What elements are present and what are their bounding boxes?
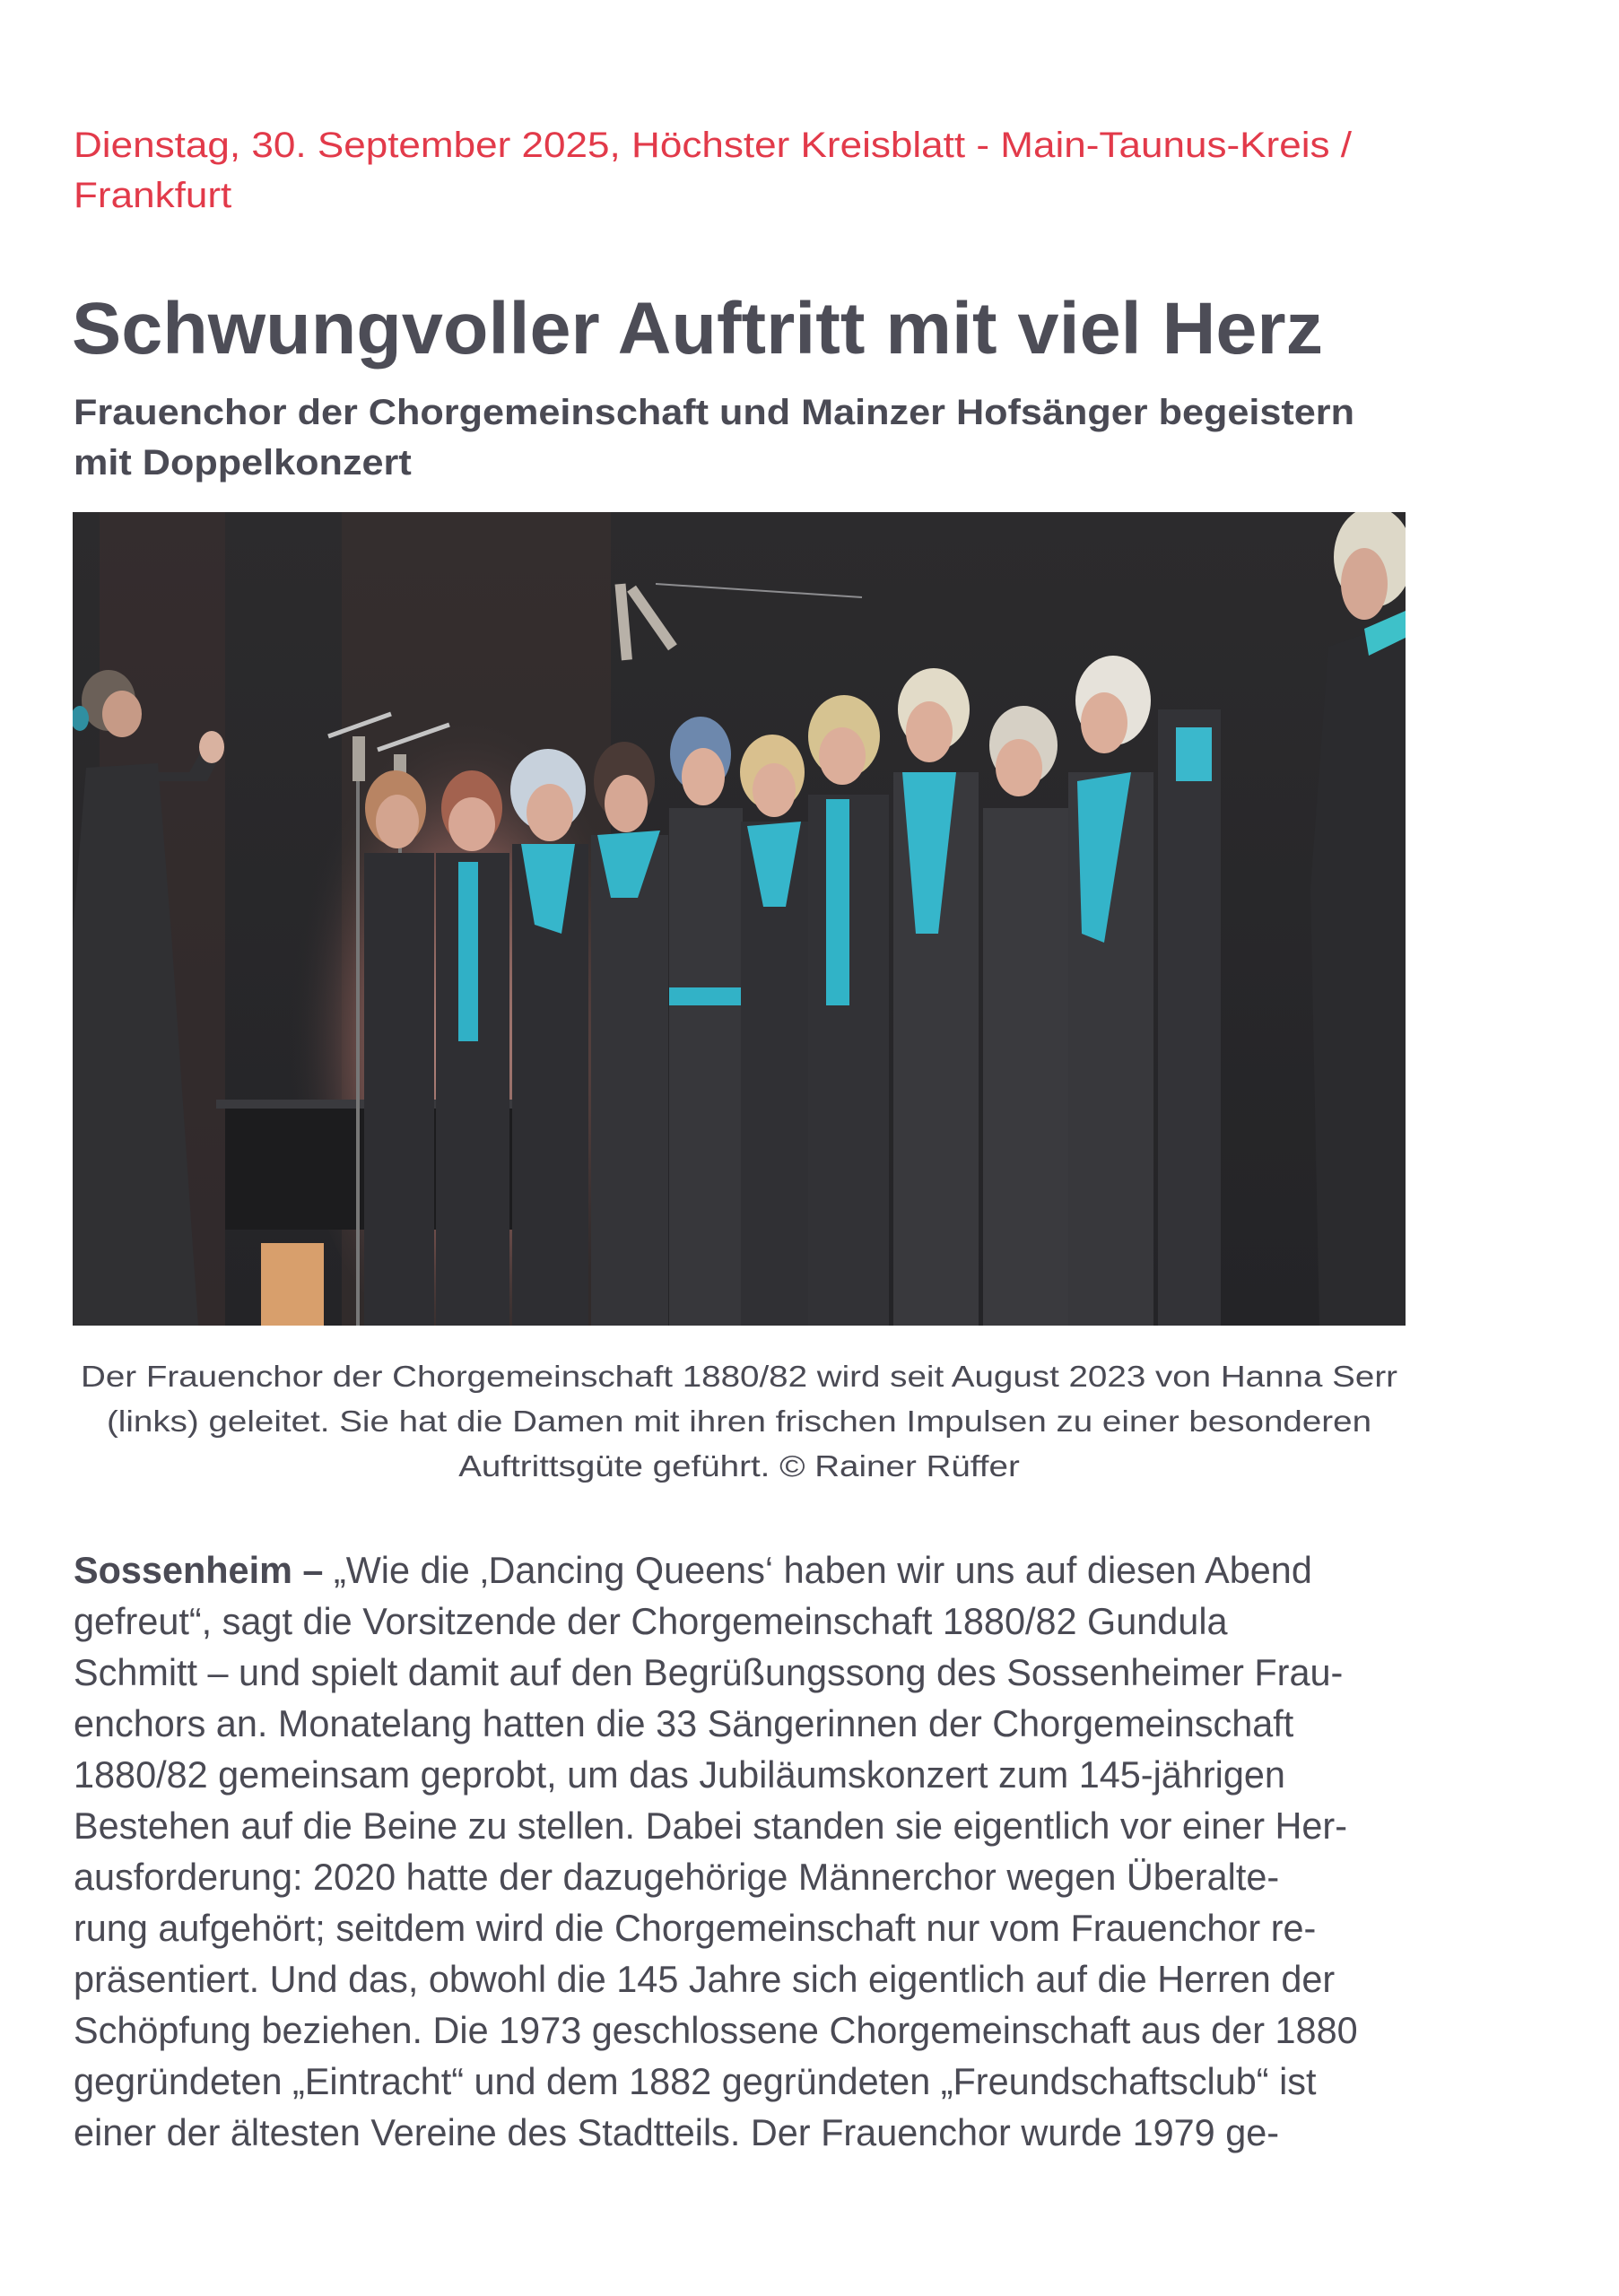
body-line: einer der ältesten Vereine des Stadtteils. Der Frauenchor wurde 1979 ge- bbox=[74, 2111, 1280, 2153]
subtitle-line: Frauenchor der Chorgemeinschaft und Mainzer Hofsänger begeistern bbox=[74, 393, 1354, 432]
body-line: gegründeten „Eintracht“ und dem 1882 gegründeten „Freundschaftsclub“ ist bbox=[74, 2060, 1317, 2102]
stool bbox=[261, 1243, 324, 1326]
body-line: ausforderung: 2020 hatte der dazugehörige Männerchor wegen Überalte- bbox=[74, 1856, 1280, 1898]
photo-caption bbox=[73, 1354, 1406, 1498]
caption-line: Der Frauenchor der Chorgemeinschaft 1880/82 wird seit August 2023 von Hanna Serr bbox=[80, 1360, 1397, 1393]
subtitle-line: mit Doppelkonzert bbox=[74, 443, 412, 483]
singer bbox=[1158, 709, 1221, 1326]
singer bbox=[436, 770, 509, 1326]
body-line bbox=[74, 1544, 1312, 1596]
body-line: rung aufgehört; seitdem wird die Chorgemeinschaft nur vom Frauenchor re- bbox=[74, 1907, 1317, 1949]
dateline-line: Dienstag, 30. September 2025, Höchster Kreisblatt - Main-Taunus-Kreis / bbox=[74, 126, 1352, 165]
body-line: Bestehen auf die Beine zu stellen. Dabei standen sie eigentlich vor einer Her- bbox=[74, 1805, 1347, 1847]
body-line: gefreut“, sagt die Vorsitzende der Chorgemeinschaft 1880/82 Gundula bbox=[74, 1600, 1228, 1642]
body-line: Schöpfung beziehen. Die 1973 geschlossene Chorgemeinschaft aus der 1880 bbox=[74, 2009, 1358, 2051]
dateline-line: Frankfurt bbox=[74, 176, 232, 215]
dateline bbox=[74, 120, 1356, 228]
body-line: präsentiert. Und das, obwohl die 145 Jahre sich eigentlich auf die Herren der bbox=[74, 1958, 1336, 2000]
body-line: enchors an. Monatelang hatten die 33 Sängerinnen der Chorgemeinschaft bbox=[74, 1702, 1294, 1744]
singer bbox=[364, 770, 434, 1326]
dateline-place: Sossenheim – bbox=[74, 1549, 324, 1591]
choir-photo-illustration bbox=[73, 512, 1406, 1326]
choir-photo bbox=[73, 512, 1406, 1326]
body-text: „Wie die ‚Dancing Queens‘ haben wir uns auf diesen Abend bbox=[323, 1549, 1312, 1591]
headline-text: Schwungvoller Auftritt mit viel Herz bbox=[72, 288, 1323, 370]
article-body bbox=[74, 1544, 1365, 2226]
subtitle bbox=[74, 387, 1356, 495]
body-line: 1880/82 gemeinsam geprobt, um das Jubiläumskonzert zum 145-jährigen bbox=[74, 1753, 1285, 1796]
caption-line: Auftrittsgüte geführt. © Rainer Rüffer bbox=[458, 1449, 1020, 1483]
caption-line: (links) geleitet. Sie hat die Damen mit ihren frischen Impulsen zu einer besonderen bbox=[106, 1405, 1372, 1438]
mic-head bbox=[353, 736, 365, 781]
body-line: Schmitt – und spielt damit auf den Begrüßungssong des Sossenheimer Frau- bbox=[74, 1651, 1344, 1693]
headline bbox=[72, 289, 1327, 370]
singer bbox=[740, 735, 814, 1326]
